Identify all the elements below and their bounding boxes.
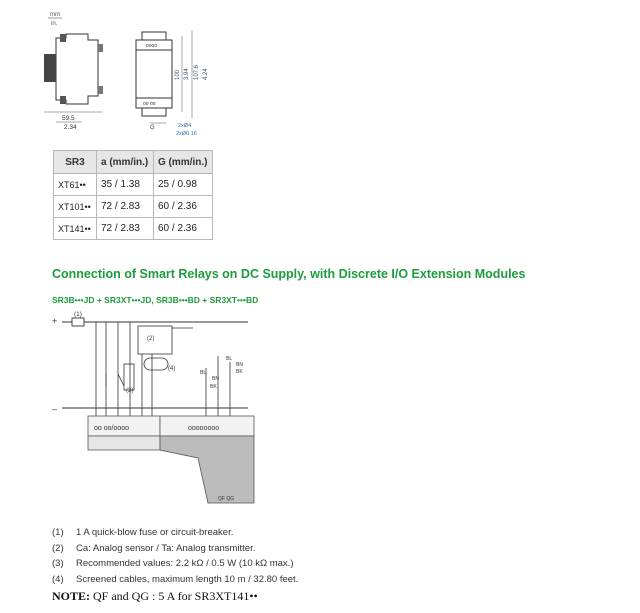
- unit-in-label: in.: [51, 21, 58, 27]
- table-cell: 72 / 2.83: [97, 218, 154, 240]
- table-cell: 60 / 2.36: [154, 196, 213, 218]
- footnote-item: [52, 541, 298, 557]
- callout-2: (2): [147, 336, 155, 342]
- note-line: [52, 589, 258, 604]
- table-cell: 25 / 0.98: [154, 174, 213, 196]
- callout-1: (1): [74, 311, 82, 318]
- footnote-number: (2): [52, 542, 64, 554]
- width-in-label: 2.34: [64, 124, 77, 131]
- dimensions-table: [53, 150, 213, 240]
- wire-label-bk: BK: [236, 369, 243, 375]
- table-row: [54, 174, 213, 196]
- module-bottom-terminals: oo oo: [143, 101, 156, 107]
- footnote-number: (3): [52, 558, 64, 569]
- wire-label-bn: BN: [236, 362, 243, 368]
- footnote-number: (1): [52, 527, 64, 538]
- height-label-2: 3.94: [184, 68, 190, 80]
- wires: [96, 322, 233, 418]
- footnote-item: [52, 525, 298, 541]
- footnote-text: Screened cables, maximum length 10 m / 32.80 feet.: [76, 573, 299, 585]
- table-cell: 60 / 2.36: [154, 218, 213, 240]
- section-title: Connection of Smart Relays on DC Supply, with Discrete I/O Extension Modules: [52, 267, 526, 281]
- plus-terminal-label: +: [52, 316, 58, 326]
- footnote-item: [52, 556, 298, 572]
- extension-module-terminals: oooooooo: [188, 425, 220, 432]
- dimension-G-label: G: [150, 125, 155, 131]
- height-label-1: 100: [175, 69, 181, 80]
- dimension-drawing: [36, 8, 226, 142]
- width-mm-label: 59.5: [62, 115, 75, 122]
- table-header-cell: a (mm/in.): [97, 151, 154, 174]
- table-row: [54, 218, 213, 240]
- table-row: [54, 196, 213, 218]
- hole-in-label: 2xØ0.16: [176, 131, 197, 137]
- side-view: [44, 34, 103, 104]
- height-label-3: 107.6: [194, 64, 200, 80]
- table-cell: XT61••: [54, 174, 97, 196]
- fuse-labels: QF QG: [218, 496, 235, 502]
- wiring-diagram: [48, 308, 268, 518]
- table-header-cell: G (mm/in.): [154, 151, 213, 174]
- footnote-item: [52, 572, 298, 588]
- table-cell: XT141••: [54, 218, 97, 240]
- callout-4: (4): [168, 366, 176, 372]
- height-label-4: 4.24: [203, 68, 209, 80]
- note-text: QF and QG : 5 A for SR3XT141••: [90, 589, 258, 603]
- module-top-terminals: oooo: [146, 43, 158, 49]
- table-header-row: [54, 151, 213, 174]
- footnote-text: Ca: Analog sensor / Ta: Analog transmitter.: [76, 542, 256, 554]
- table-cell: 72 / 2.83: [97, 196, 154, 218]
- hole-mm-label: 2xØ4: [178, 123, 192, 129]
- minus-terminal-label: –: [52, 404, 58, 414]
- footnote-text: 1 A quick-blow fuse or circuit-breaker.: [76, 527, 234, 538]
- callout-3: (3): [126, 388, 134, 394]
- section-subtitle: SR3B•••JD + SR3XT•••JD, SR3B•••BD + SR3XT•••BD: [52, 295, 259, 305]
- main-module-terminals: oo oo/oooo: [94, 425, 130, 432]
- wire-label-bk: BK: [210, 384, 217, 390]
- table-cell: 35 / 1.38: [97, 174, 154, 196]
- wire-label-bn: BN: [212, 376, 219, 382]
- table-header-cell: SR3: [54, 151, 97, 174]
- note-label: NOTE:: [52, 589, 91, 603]
- footnotes-list: [52, 525, 298, 587]
- table-cell: XT101••: [54, 196, 97, 218]
- unit-mm-label: mm: [50, 12, 60, 18]
- footnote-text: Recommended values: 2.2 kΩ / 0.5 W (10 kΩ max.): [76, 558, 294, 569]
- wire-label-bl: BL: [200, 370, 207, 376]
- footnote-number: (4): [52, 573, 64, 585]
- wire-label-bl: BL: [226, 356, 233, 362]
